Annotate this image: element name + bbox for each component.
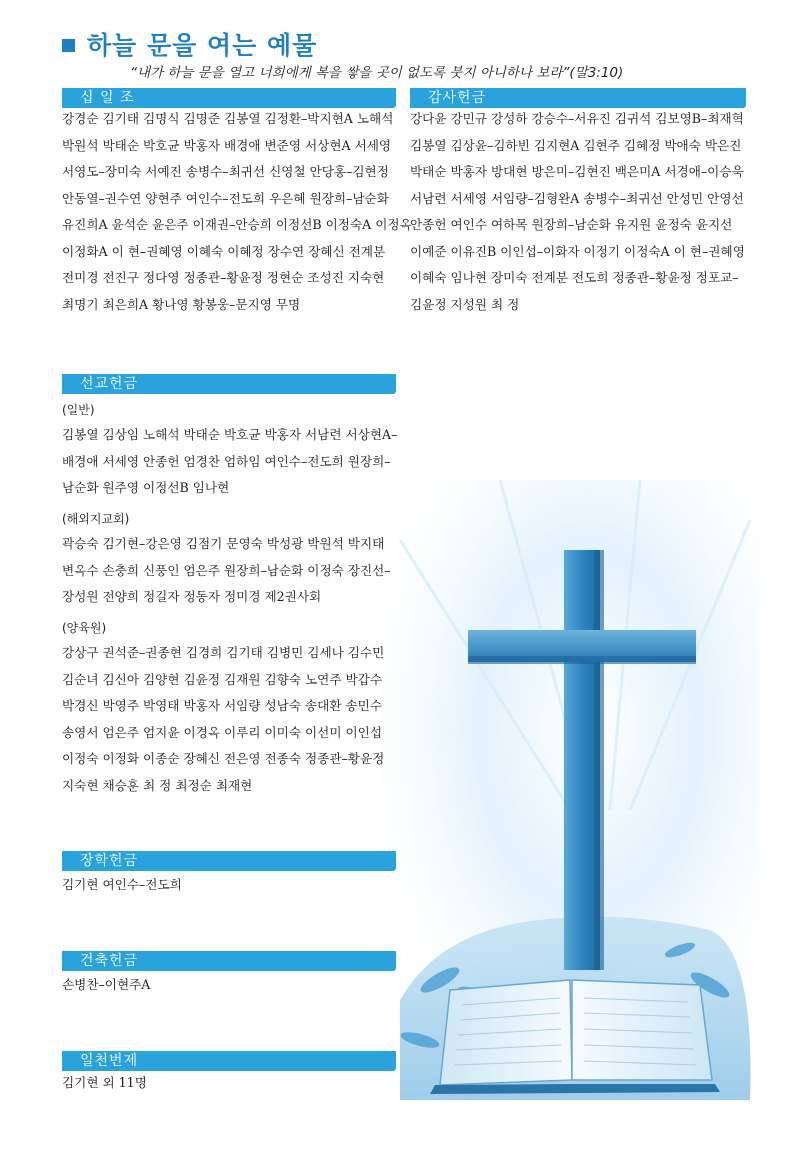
list-line: 곽승숙 김기현–강은영 김점기 문영숙 박성광 박원석 박지태: [62, 536, 385, 551]
list-line: 이예준 이유진B 이인섭–이화자 이정기 이정숙A 이 현–권혜영: [410, 243, 745, 259]
scholarship-list: [62, 872, 182, 899]
list-line: 배경애 서세영 안종헌 엄경찬 엄하임 여인수–전도희 원장희–: [62, 453, 391, 469]
list-line: 서영도–장미숙 서예진 송병수–최귀선 신영철 안당홍–김현정: [62, 164, 389, 179]
section-label-building: 건축헌금: [80, 953, 139, 969]
section-label-tithe: 십 일 조: [80, 90, 135, 106]
list-line: 김봉열 김상윤–김하빈 김지현A 김현주 김혜정 박애숙 박은진: [410, 137, 742, 153]
list-line: 김봉열 김상임 노해석 박태순 박호균 박홍자 서남련 서상현A–: [62, 427, 398, 442]
list-line: 지숙현 채승훈 최 정 최정순 최재현: [62, 777, 253, 793]
section-label-onethousand: 일천번제: [80, 1053, 139, 1069]
mission-general-label: (일반): [62, 403, 95, 417]
list-line: 변옥수 손충희 신풍인 엄은주 원장희–남순화 이정숙 장진선–: [62, 562, 391, 578]
list-line: 김기현 여인수–전도희: [62, 877, 182, 892]
list-line: 안동열–권수연 양현주 여인수–전도희 우은혜 원장희–남순화: [62, 190, 389, 206]
page-title: 하늘 문을 여는 예물: [87, 31, 318, 60]
onethousand-list: [62, 1070, 147, 1097]
list-line: 이혜숙 임나현 장미숙 전계분 전도희 정종관–황윤정 정포교–: [410, 270, 739, 285]
list-line: 이정숙 이정화 이종순 장혜신 전은영 전종숙 정종관–황윤정: [62, 751, 385, 766]
list-line: 김순녀 김신아 김양현 김윤정 김재원 김향숙 노연주 박갑수: [62, 671, 382, 687]
list-line: 손병찬–이현주A: [62, 977, 151, 992]
title-square-icon: [62, 39, 75, 52]
cross-and-bible-illustration: [380, 480, 760, 1100]
list-line: 박경신 박영주 박영태 박홍자 서임량 성남숙 송대환 송민수: [62, 698, 382, 713]
section-bar-onethousand: [62, 1051, 396, 1071]
list-line: 이정화A 이 현–권혜영 이혜숙 이혜정 장수연 장혜신 전계분: [62, 243, 386, 259]
list-line: 안종헌 여인수 여하목 원장희–남순화 유지원 윤정숙 윤지선: [410, 217, 733, 232]
list-line: 남순화 원주영 이정선B 임나현: [62, 480, 230, 495]
list-line: 최명기 최은희A 황나영 황봉웅–문지영 무명: [62, 296, 301, 312]
list-line: 강상구 권석준–권종현 김경희 김기태 김병민 김세나 김수민: [62, 645, 385, 660]
list-line: 김기현 외 11명: [62, 1075, 147, 1090]
list-line: 박원석 박태순 박호균 박홍자 배경애 변준영 서상현A 서세영: [62, 137, 392, 153]
mission-overseas-label: (해외지교회): [62, 512, 130, 526]
section-bar-tithe: [62, 88, 396, 108]
building-list: [62, 972, 150, 999]
list-line: 서남련 서세영 서임량–김형완A 송병수–최귀선 안성민 안영선: [410, 190, 744, 206]
page-header: [62, 26, 317, 62]
list-line: 박태순 박홍자 방대현 방은미–김현진 백은미A 서경애–이승욱: [410, 164, 744, 179]
mission-nursing-label: (양육원): [62, 621, 107, 635]
section-bar-building: [62, 951, 396, 971]
section-bar-mission: [62, 374, 396, 394]
list-line: 전미경 전진구 정다영 정종관–황윤정 정현순 조성진 지숙현: [62, 270, 385, 285]
list-line: 강경순 김기태 김명식 김명준 김봉열 김정환–박지현A 노해석: [62, 111, 394, 126]
list-line: 강다윤 강민규 강성하 강승수–서유진 김귀석 김보영B–최재혁: [410, 111, 744, 126]
list-line: 유진희A 윤석순 윤은주 이재권–안승희 이정선B 이정숙A 이정옥: [62, 217, 412, 232]
section-label-mission: 선교헌금: [80, 376, 139, 392]
section-label-thanks: 감사헌금: [428, 90, 487, 106]
mission-overseas-list: [62, 531, 391, 611]
mission-general-list: [62, 422, 397, 502]
mission-nursing-list: [62, 640, 384, 799]
section-label-scholarship: 장학헌금: [80, 853, 139, 869]
list-line: 송영서 엄은주 엄지윤 이경옥 이루리 이미숙 이선미 이인섭: [62, 724, 382, 740]
tithe-list: [62, 106, 412, 318]
bible-verse: “내가 하늘 문을 열고 너희에게 복을 쌓을 곳이 없도록 붓지 아니하나 보라”(말3:10): [130, 65, 624, 81]
section-bar-thanks: [410, 88, 746, 108]
list-line: 김윤정 지성원 최 정: [410, 296, 520, 312]
section-bar-scholarship: [62, 851, 396, 871]
thanks-list: [410, 106, 745, 318]
list-line: 장성원 전양희 정길자 정동자 정미경 제2권사회: [62, 589, 322, 604]
